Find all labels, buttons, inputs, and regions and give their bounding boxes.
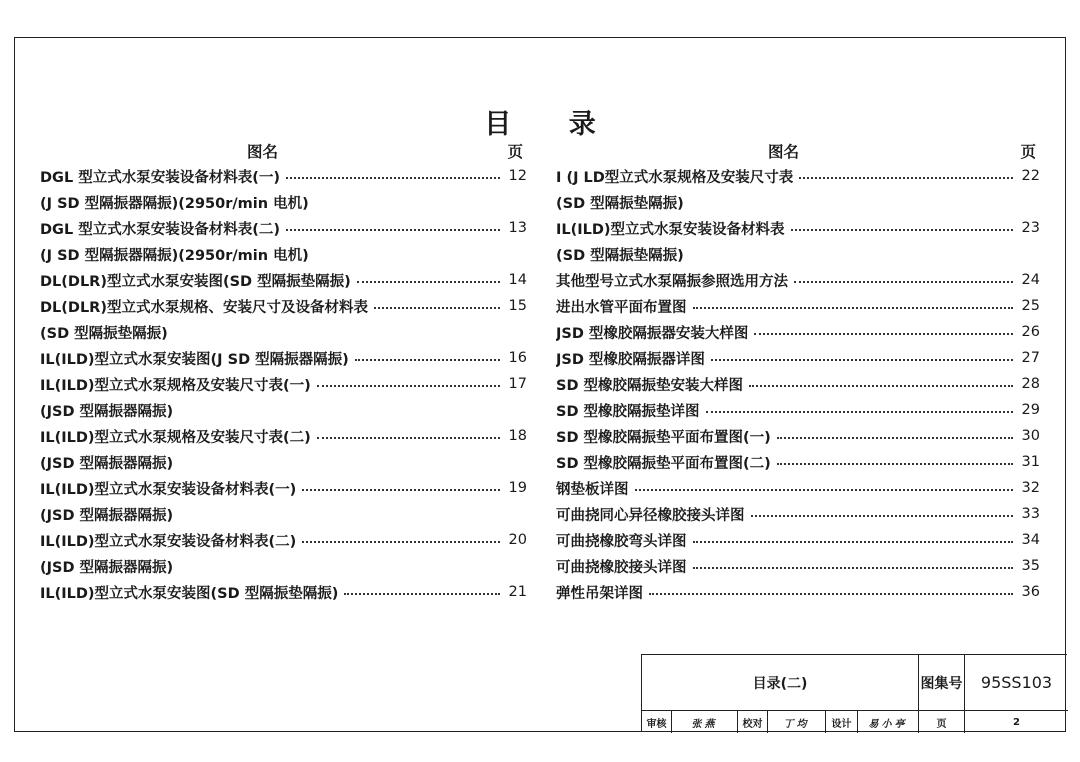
toc-entry-page: 31 [1021,454,1040,470]
toc-entry [556,579,1040,605]
toc-entry-page: 33 [1021,506,1040,522]
toc-entry-page: 36 [1021,584,1040,600]
page-number: 2 [1013,716,1020,728]
toc-entry [556,267,1040,293]
toc-leader-dots [286,177,500,179]
toc-entry-page: 20 [508,532,527,548]
toc-entry-title: 可曲挠橡胶接头详图 [556,559,687,576]
toc-right-list [556,163,1040,605]
toc-entry-title: (SD 型隔振垫隔振) [556,247,684,264]
toc-entry [40,371,527,397]
toc-entry-page: 23 [1021,220,1040,236]
toc-entry [556,423,1040,449]
toc-entry [40,189,527,215]
toc-entry-page: 22 [1021,168,1040,184]
toc-leader-dots [344,593,500,595]
toc-entry-title: (JSD 型隔振器隔振) [40,507,174,524]
check-label: 校对 [738,711,768,733]
toc-left-list [40,163,527,605]
toc-entry [40,423,527,449]
toc-entry-title: (SD 型隔振垫隔振) [556,195,684,212]
toc-entry [556,319,1040,345]
toc-entry-title: IL(ILD)型立式水泵规格及安装尺寸表(二) [40,429,311,446]
toc-entry [40,267,527,293]
toc-entry [556,215,1040,241]
toc-entry [556,397,1040,423]
toc-entry-title: IL(ILD)型立式水泵规格及安装尺寸表(一) [40,377,311,394]
toc-leader-dots [355,359,500,361]
toc-entry [40,215,527,241]
toc-entry [556,501,1040,527]
toc-leader-dots [711,359,1013,361]
toc-entry [556,553,1040,579]
toc-entry [40,397,527,423]
toc-entry-title: 钢垫板详图 [556,481,629,498]
toc-entry-title: DL(DLR)型立式水泵规格、安装尺寸及设备材料表 [40,299,368,316]
review-label: 审核 [642,711,672,733]
toc-entry-page: 32 [1021,480,1040,496]
toc-entry-page: 25 [1021,298,1040,314]
toc-leader-dots [693,567,1014,569]
toc-entry-title: DGL 型立式水泵安装设备材料表(二) [40,221,280,238]
toc-entry-page: 27 [1021,350,1040,366]
toc-entry [556,293,1040,319]
toc-leader-dots [302,541,500,543]
toc-entry-title: IL(ILD)型立式水泵安装设备材料表 [556,221,785,238]
toc-entry-title: SD 型橡胶隔振垫详图 [556,403,700,420]
toc-entry-page: 24 [1021,272,1040,288]
toc-entry-title: (SD 型隔振垫隔振) [40,325,168,342]
toc-leader-dots [649,593,1013,595]
drawing-name: 目录(二) [642,655,919,711]
toc-entry [556,241,1040,267]
toc-entry-title: 可曲挠橡胶弯头详图 [556,533,687,550]
toc-entry-page: 16 [508,350,527,366]
toc-entry [556,527,1040,553]
toc-entry [40,345,527,371]
toc-leader-dots [749,385,1013,387]
toc-entry [556,475,1040,501]
toc-entry-title: SD 型橡胶隔振垫平面布置图(二) [556,455,771,472]
toc-entry-title: 进出水管平面布置图 [556,299,687,316]
toc-entry [40,553,527,579]
toc-left-header [40,140,527,163]
toc-entry [40,293,527,319]
toc-entry [556,189,1040,215]
review-signature: 张燕 [672,711,738,733]
toc-entry [40,475,527,501]
toc-entry [40,449,527,475]
toc-entry [40,163,527,189]
toc-leader-dots [777,463,1013,465]
column-header-name: 图名 [247,143,279,161]
toc-entry-title: (J SD 型隔振器隔振)(2950r/min 电机) [40,195,309,212]
toc-entry-page: 21 [508,584,527,600]
toc-leader-dots [777,437,1013,439]
toc-entry-title: 可曲挠同心异径橡胶接头详图 [556,507,745,524]
toc-entry [40,501,527,527]
toc-entry [40,319,527,345]
toc-entry-page: 29 [1021,402,1040,418]
toc-entry-page: 30 [1021,428,1040,444]
toc-entry-title: DL(DLR)型立式水泵安装图(SD 型隔振垫隔振) [40,273,351,290]
toc-leader-dots [794,281,1013,283]
toc-entry-page: 15 [508,298,527,314]
toc-entry [40,527,527,553]
toc-right-column [556,140,1040,605]
toc-leader-dots [635,489,1014,491]
toc-entry-page: 14 [508,272,527,288]
toc-entry [40,241,527,267]
toc-leader-dots [706,411,1013,413]
toc-entry-page: 34 [1021,532,1040,548]
toc-entry-page: 17 [508,376,527,392]
toc-right-header [556,140,1040,163]
page-title: 目 录 [484,109,620,140]
toc-leader-dots [302,489,500,491]
toc-entry-title: I (J LD型立式水泵规格及安装尺寸表 [556,169,794,186]
toc-leader-dots [791,229,1013,231]
atlas-number: 95SS103 [965,655,1068,711]
toc-entry [556,371,1040,397]
toc-entry-title: SD 型橡胶隔振垫平面布置图(一) [556,429,771,446]
column-header-page: 页 [507,143,523,161]
check-signature: 丁均 [768,711,826,733]
toc-entry-title: (JSD 型隔振器隔振) [40,559,174,576]
toc-leader-dots [693,541,1014,543]
toc-entry-title: DGL 型立式水泵安装设备材料表(一) [40,169,280,186]
toc-entry-page: 18 [508,428,527,444]
toc-entry-title: JSD 型橡胶隔振器安装大样图 [556,325,749,342]
toc-leader-dots [317,437,500,439]
design-signature: 易小亭 [858,711,919,733]
title-block [641,654,1067,732]
toc-entry-title: 弹性吊架详图 [556,585,643,602]
toc-entry [40,579,527,605]
toc-leader-dots [286,229,500,231]
toc-entry-title: SD 型橡胶隔振垫安装大样图 [556,377,744,394]
design-label: 设计 [826,711,858,733]
toc-entry-title: (JSD 型隔振器隔振) [40,403,174,420]
toc-leader-dots [317,385,500,387]
toc-leader-dots [751,515,1014,517]
toc-left-column [40,140,527,605]
toc-leader-dots [693,307,1014,309]
toc-entry-title: IL(ILD)型立式水泵安装设备材料表(一) [40,481,297,498]
toc-entry [556,345,1040,371]
toc-entry-title: IL(ILD)型立式水泵安装图(J SD 型隔振器隔振) [40,351,349,368]
toc-entry-title: IL(ILD)型立式水泵安装设备材料表(二) [40,533,297,550]
toc-entry-title: 其他型号立式水泵隔振参照选用方法 [556,273,788,290]
toc-leader-dots [799,177,1013,179]
column-header-name: 图名 [768,143,800,161]
toc-leader-dots [754,333,1013,335]
column-header-page: 页 [1020,143,1036,161]
toc-entry [556,163,1040,189]
toc-entry-page: 35 [1021,558,1040,574]
toc-entry-title: JSD 型橡胶隔振器详图 [556,351,705,368]
page-label: 页 [919,711,965,733]
toc-entry-title: IL(ILD)型立式水泵安装图(SD 型隔振垫隔振) [40,585,339,602]
atlas-label: 图集号 [919,655,965,711]
toc-entry-page: 19 [508,480,527,496]
toc-entry-page: 28 [1021,376,1040,392]
toc-entry-page: 26 [1021,324,1040,340]
toc-entry-title: (JSD 型隔振器隔振) [40,455,174,472]
toc-entry-page: 12 [508,168,527,184]
toc-entry [556,449,1040,475]
toc-entry-title: (J SD 型隔振器隔振)(2950r/min 电机) [40,247,309,264]
toc-leader-dots [357,281,500,283]
toc-entry-page: 13 [508,220,527,236]
toc-leader-dots [374,307,500,309]
